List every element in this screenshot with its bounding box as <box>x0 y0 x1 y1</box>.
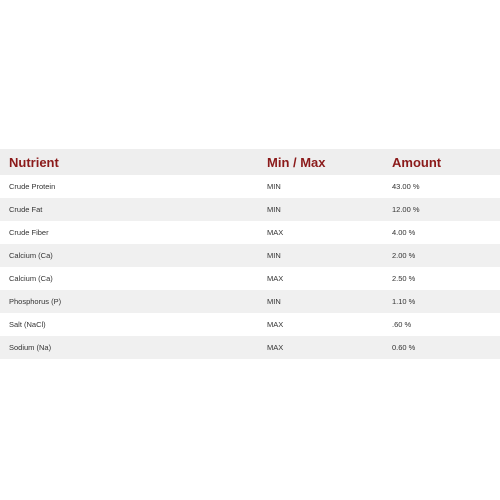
cell-nutrient: Crude Fiber <box>9 228 49 237</box>
cell-min-max: MIN <box>267 297 281 306</box>
cell-nutrient: Calcium (Ca) <box>9 251 53 260</box>
table-row <box>0 267 500 290</box>
cell-amount: 0.60 % <box>392 343 416 352</box>
cell-min-max: MIN <box>267 205 281 214</box>
cell-amount: .60 % <box>392 320 412 329</box>
table-row <box>0 221 500 244</box>
cell-amount: 12.00 % <box>392 205 420 214</box>
table-row <box>0 336 500 359</box>
table-body <box>0 175 500 359</box>
cell-amount: 1.10 % <box>392 297 416 306</box>
cell-amount: 2.00 % <box>392 251 416 260</box>
cell-min-max: MAX <box>267 320 284 329</box>
cell-min-max: MAX <box>267 228 284 237</box>
table-row <box>0 244 500 267</box>
header-min-max: Min / Max <box>267 154 326 170</box>
cell-min-max: MIN <box>267 182 281 191</box>
cell-nutrient: Calcium (Ca) <box>9 274 53 283</box>
table-row <box>0 175 500 198</box>
table-row <box>0 290 500 313</box>
table-row <box>0 198 500 221</box>
cell-min-max: MIN <box>267 251 281 260</box>
cell-nutrient: Salt (NaCl) <box>9 320 46 329</box>
nutrient-table <box>0 149 500 359</box>
cell-amount: 2.50 % <box>392 274 416 283</box>
header-nutrient: Nutrient <box>9 154 59 170</box>
cell-nutrient: Phosphorus (P) <box>9 297 62 306</box>
cell-min-max: MAX <box>267 274 284 283</box>
table-header <box>0 149 500 175</box>
cell-nutrient: Crude Fat <box>9 205 43 214</box>
header-amount: Amount <box>392 154 442 170</box>
cell-amount: 43.00 % <box>392 182 420 191</box>
cell-amount: 4.00 % <box>392 228 416 237</box>
cell-nutrient: Crude Protein <box>9 182 56 191</box>
cell-nutrient: Sodium (Na) <box>9 343 52 352</box>
header-row <box>0 149 500 175</box>
cell-min-max: MAX <box>267 343 284 352</box>
table-row <box>0 313 500 336</box>
